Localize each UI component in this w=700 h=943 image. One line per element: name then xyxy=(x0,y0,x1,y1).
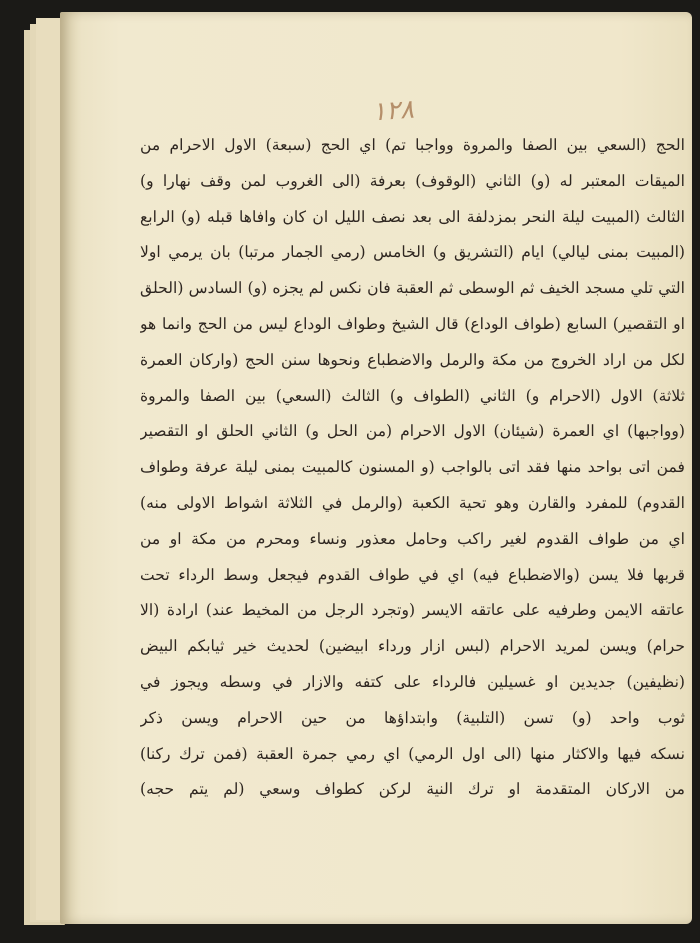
text-line: او التقصير) السابع (طواف الوداع) قال الشيخ وطواف الوداع ليس من الحج وانما هو xyxy=(140,314,685,333)
text-line: قربها فلا يسن (والاضطباع فيه) اي في طواف القدوم فيجعل وسط الرداء تحت xyxy=(140,565,685,584)
text-line: ثوب واحد (و) تسن (التلبية) وابتداؤها من حين الاحرام ويسن ذكر xyxy=(140,708,685,727)
text-line: ثلاثة) الاول (الاحرام و) الثاني (الطواف و) الثالث (السعي) بين الصفا والمروة xyxy=(140,386,685,405)
text-line: لكل من اراد الخروج من مكة والرمل والاضطباع ونحوها سنن الحج (واركان العمرة xyxy=(140,350,685,369)
text-line: (نظيفين) جديدين او غسيلين فالرداء على كتفه والازار في وسطه ويجوز في xyxy=(140,672,685,691)
text-line: (المبيت بمنى ليالي) ايام (التشريق و) الخامس (رمي الجمار مرتبا) بان يرمي اولا xyxy=(140,243,685,262)
text-line: القدوم) للمفرد والقارن وهو تحية الكعبة (والرمل في الثلاثة اشواط الاولى منه) xyxy=(140,493,685,512)
text-line: نسكه فيها والاكثار منها (الى اول الرمي) اي رمي جمرة العقبة (فمن ترك ركنا) xyxy=(140,744,685,763)
text-line: من الاركان المتقدمة او ترك النية لركن كطواف وسعي (لم يتم حجه) xyxy=(140,780,685,799)
text-line: التي تلي مسجد الخيف ثم الوسطى ثم العقبة فان نكس لم يجزه (و) السادس (الحلق xyxy=(140,279,685,298)
text-line: الميقات المعتبر له (و) الثاني (الوقوف) بعرفة (الى الغروب لمن وقف نهارا و) xyxy=(140,171,685,190)
text-line: عاتقه الايمن وطرفيه على عاتقه الايسر (وتجرد الرجل من المخيط عند) ارادة (الا xyxy=(140,601,685,620)
text-line: اي من طواف القدوم لغير راكب وحامل معذور ونساء ومحرم من مكة او من xyxy=(140,529,685,548)
text-line: الحج (السعي بين الصفا والمروة وواجبا تم) اي الحج (سبعة) الاول الاحرام من xyxy=(140,136,685,154)
text-line: فمن اتى بواحد منها فقد اتى بالواجب (و المسنون كالمبيت بمنى ليلة عرفة وطواف xyxy=(140,458,685,477)
manuscript-text-block xyxy=(140,128,685,808)
text-line: الثالث (المبيت ليلة النحر بمزدلفة الى بعد نصف الليل ان كان وافاها قبله (و) الرابع xyxy=(140,207,685,226)
text-line: حرام) ويسن لمريد الاحرام (لبس ازار ورداء ابيضين) لحديث خير ثيابكم البيض xyxy=(140,637,685,656)
text-line: (وواجبها) اي العمرة (شيئان) الاول الاحرام (من الحل و) الثاني الحلق او التقصير xyxy=(140,422,685,441)
folio-number: ١٢٨ xyxy=(371,94,415,128)
